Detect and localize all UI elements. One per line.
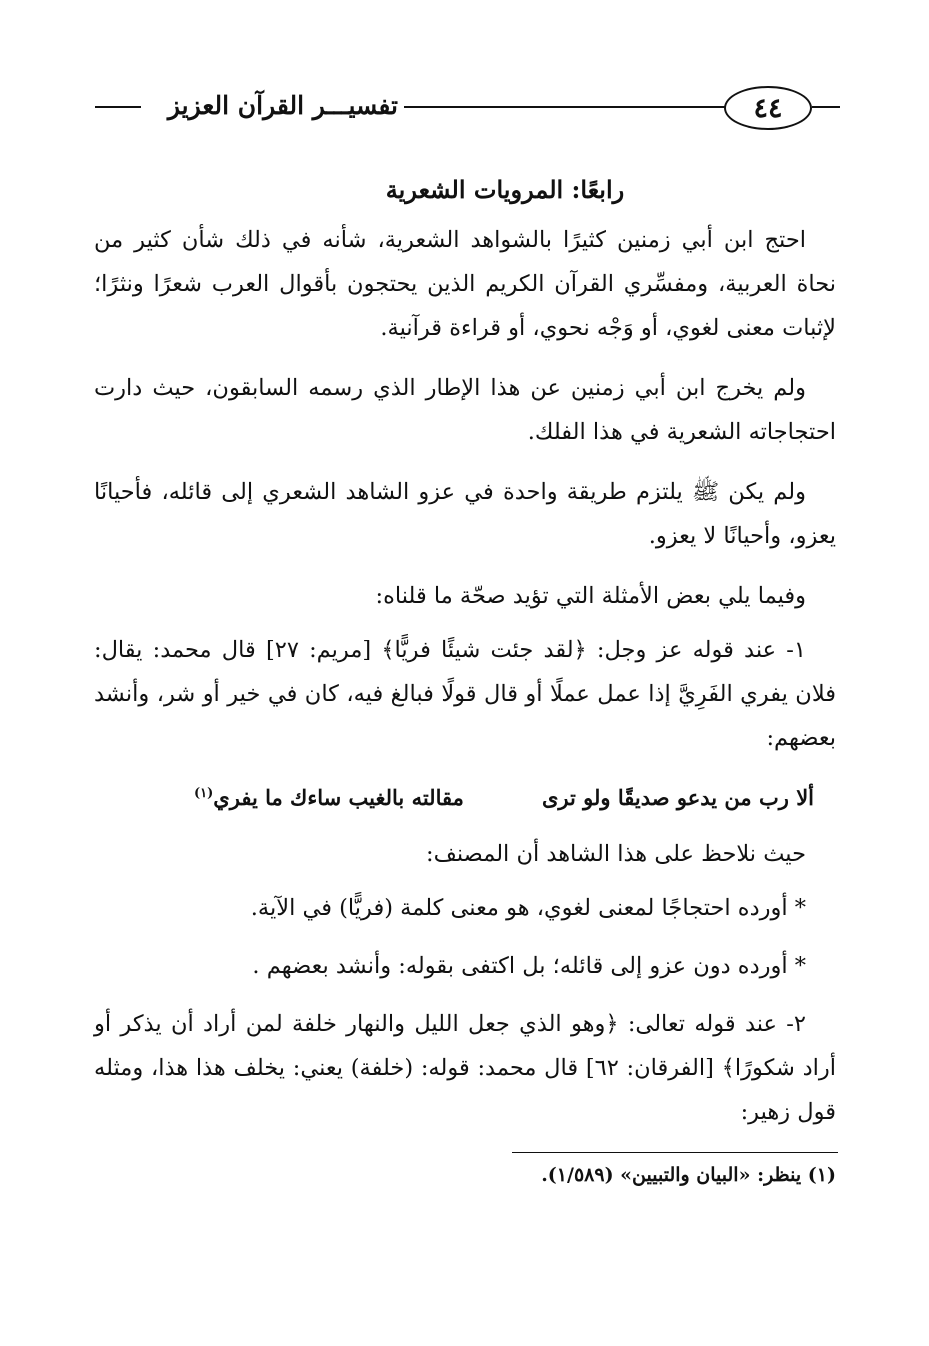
header-rule [95, 106, 141, 108]
verse-hemistich-with-ref [194, 776, 464, 820]
footnote-separator [512, 1152, 838, 1153]
bullet-point: * أورده دون عزو إلى قائله؛ بل اكتفى بقوله: وأنشد بعضهم . [252, 953, 806, 979]
header-rule [812, 106, 840, 108]
paragraph: ولم يكن ﷺ يلتزم طريقة واحدة في عزو الشاهد الشعري إلى قائله، فأحيانًا يعزو، وأحيانًا لا يعزو. [94, 479, 836, 549]
section-title: رابعًا: المرويات الشعرية [385, 175, 625, 204]
paragraph: ولم يخرج ابن أبي زمنين عن هذا الإطار الذي رسمه السابقون، حيث دارت احتجاجاته الشعرية في هذا الفلك. [94, 375, 836, 445]
running-title: تفسيـــر القرآن العزيز [167, 91, 398, 120]
paragraph: احتج ابن أبي زمنين كثيرًا بالشواهد الشعرية، شأنه في ذلك شأن كثير من نحاة العربية، ومفسِّري القرآن الكريم الذين يحتجون بأقوال العرب شعرًا ونثرًا؛ لإثبات معنى لغوي، أو وَجْه نحوي، أو قراءة قرآنية. [94, 227, 836, 341]
paragraph: ١- عند قوله عز وجل: ﴿لقد جئت شيئًا فريًّا﴾ [مريم: ٢٧] قال محمد: يقال: فلان يفري الفَرِيَّ إذا عمل عملًا أو قال قولًا فبالغ فيه، كان في خير أو شر، وأنشد بعضهم: [94, 637, 836, 751]
running-header [95, 82, 840, 132]
main-text [94, 168, 836, 1150]
page-number: ٤٤ [753, 92, 783, 124]
footnote: (١) ينظر: «البيان والتبيين» (١/٥٨٩). [541, 1164, 836, 1186]
paragraph: حيث نلاحظ على هذا الشاهد أن المصنف: [426, 841, 806, 867]
verse-hemistich: ألا رب من يدعو صديقًا ولو ترى [541, 785, 814, 810]
bullet-point: * أورده احتجاجًا لمعنى لغوي، هو معنى كلمة (فريًّا) في الآية. [250, 895, 806, 921]
verse-hemistich: مقالته بالغيب ساءك ما يفري [213, 785, 464, 810]
page-number-oval [724, 86, 812, 130]
header-rule [404, 106, 726, 108]
paragraph: ٢- عند قوله تعالى: ﴿وهو الذي جعل الليل والنهار خلفة لمن أراد أن يذكر أو أراد شكورًا﴾ [الفرقان: ٦٢] قال محمد: قوله: (خلفة) يعني: يخلف هذا هذا، ومثله قول زهير: [94, 1011, 836, 1125]
poetry-verse [94, 776, 836, 820]
footnote-reference: (١) [194, 786, 214, 801]
paragraph: وفيما يلي بعض الأمثلة التي تؤيد صحّة ما قلناه: [375, 583, 806, 609]
